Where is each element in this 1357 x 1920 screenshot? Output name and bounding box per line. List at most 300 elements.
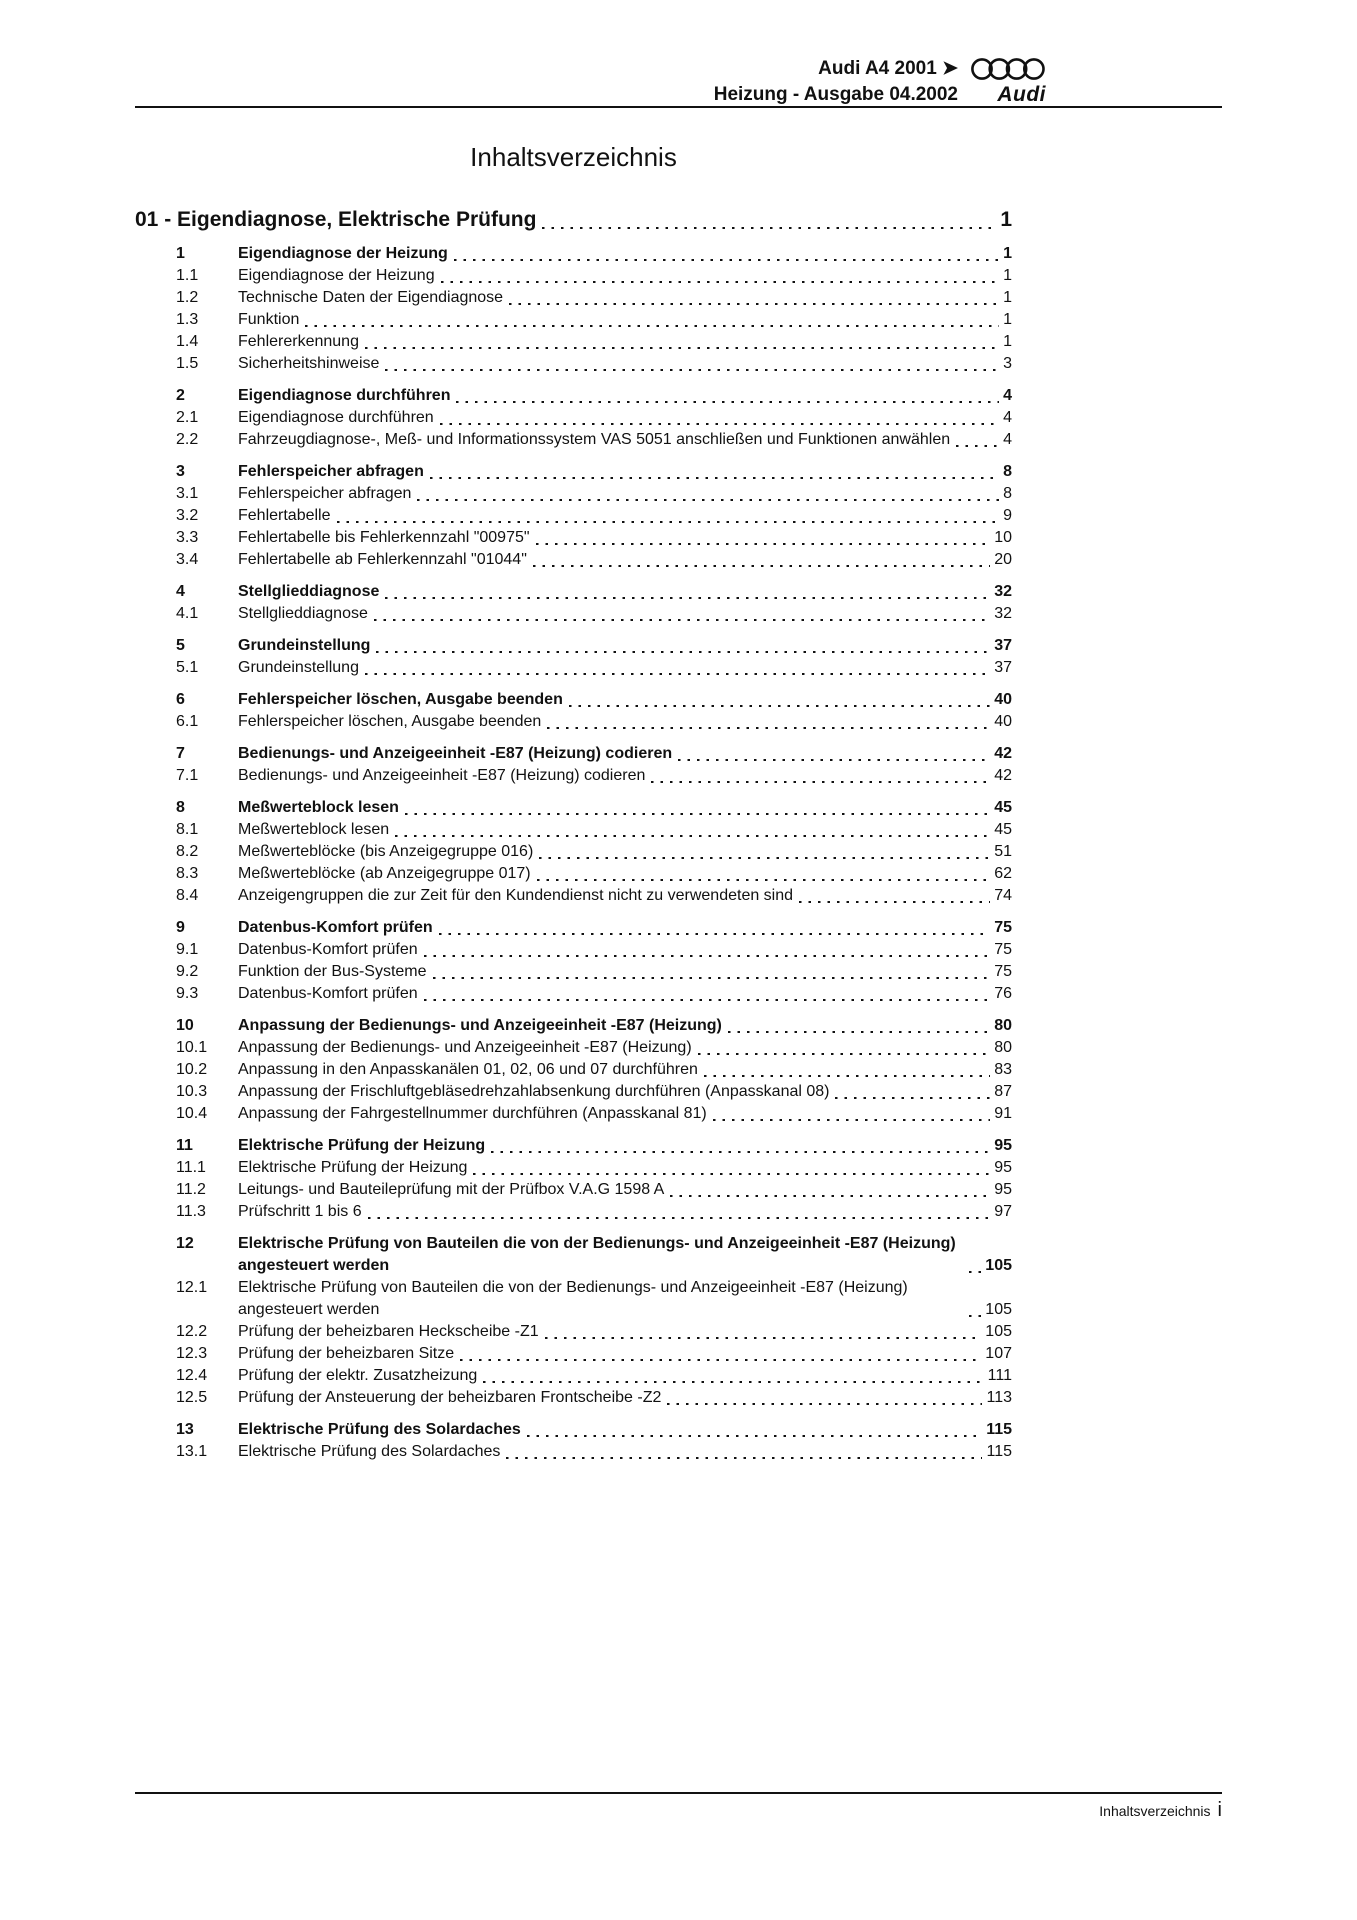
toc-entry-body <box>238 309 1012 331</box>
page-title: Inhaltsverzeichnis <box>470 142 677 172</box>
dot-leader <box>678 743 990 765</box>
toc-entry[interactable] <box>135 1037 1012 1059</box>
toc-entry-number: 13 <box>176 1421 194 1438</box>
toc-entry-page: 10 <box>994 529 1012 546</box>
toc-entry-title: Anzeigengruppen die zur Zeit für den Kundendienst nicht zu verwendeten sind <box>238 887 794 904</box>
toc-entry[interactable] <box>135 743 1012 765</box>
toc-entry-page: 95 <box>994 1181 1012 1198</box>
toc-entry-number: 8.1 <box>176 821 199 838</box>
toc-entry-title: Meßwerteblöcke (ab Anzeigegruppe 017) <box>238 865 531 882</box>
toc-entry-title: Prüfung der Ansteuerung der beheizbaren Frontscheibe -Z2 <box>238 1389 662 1406</box>
toc-entry[interactable] <box>135 1015 1012 1037</box>
toc-entry-title: Fehlerspeicher abfragen <box>238 463 424 480</box>
toc-entry-page: 45 <box>994 799 1012 816</box>
dot-leader <box>536 527 991 549</box>
toc-entry-number: 3.4 <box>176 551 199 568</box>
toc-entry[interactable] <box>135 331 1012 353</box>
footer-rule <box>135 1792 1222 1794</box>
toc-entry-page: 45 <box>994 821 1012 838</box>
toc-entry[interactable] <box>135 917 1012 939</box>
toc-entry-body <box>238 917 1012 939</box>
toc-entry-body <box>238 461 1012 483</box>
toc-entry-number: 1.1 <box>176 267 199 284</box>
dot-leader <box>670 1179 990 1201</box>
dot-leader <box>969 1233 981 1277</box>
dot-leader <box>698 1037 991 1059</box>
toc-entry-page: 8 <box>1003 463 1012 480</box>
toc-entry-page: 111 <box>987 1367 1012 1384</box>
toc-entry[interactable] <box>135 689 1012 711</box>
toc-entry-number: 11.2 <box>176 1181 206 1198</box>
toc-entry-title: Stellglieddiagnose <box>238 583 380 600</box>
toc-entry-number: 2.1 <box>176 409 199 426</box>
toc-entry-page: 32 <box>994 583 1012 600</box>
toc-entry[interactable] <box>135 1059 1012 1081</box>
toc-entry-body <box>238 819 1012 841</box>
dot-leader <box>395 819 990 841</box>
dot-leader <box>439 917 991 939</box>
dot-leader <box>368 1201 991 1223</box>
table-of-contents <box>135 206 1012 1463</box>
toc-entry-page: 8 <box>1003 485 1012 502</box>
toc-entry-number: 8.2 <box>176 843 199 860</box>
toc-entry-number: 10.4 <box>176 1105 208 1122</box>
toc-entry-body <box>238 1321 1012 1343</box>
toc-entry-page: 4 <box>1003 431 1012 448</box>
toc-entry-number: 11.3 <box>176 1203 206 1220</box>
toc-entry-title: Prüfung der beheizbaren Heckscheibe -Z1 <box>238 1323 539 1340</box>
toc-entry[interactable] <box>135 1419 1012 1441</box>
toc-entry-page: 113 <box>986 1389 1012 1406</box>
toc-entry[interactable] <box>135 353 1012 375</box>
toc-entry-body <box>238 505 1012 527</box>
toc-entry-title: Stellglieddiagnose <box>238 605 368 622</box>
toc-entry-page: 95 <box>994 1137 1012 1154</box>
toc-entry-number: 1 <box>176 245 185 262</box>
toc-entry-page: 1 <box>1003 333 1012 350</box>
toc-entry-body <box>238 1277 1012 1321</box>
toc-entry-title: Eigendiagnose der Heizung <box>238 267 435 284</box>
dot-leader <box>835 1081 990 1103</box>
toc-entry-body <box>238 407 1012 429</box>
toc-entry-number: 10.2 <box>176 1061 208 1078</box>
toc-entry-title: Anpassung in den Anpasskanälen 01, 02, 06 und 07 durchführen <box>238 1061 698 1078</box>
toc-entry-body <box>238 287 1012 309</box>
dot-leader <box>440 407 999 429</box>
dot-leader <box>365 331 999 353</box>
toc-entry-page: 107 <box>985 1345 1012 1362</box>
toc-entry-number: 2.2 <box>176 431 199 448</box>
toc-entry-body <box>238 1103 1012 1125</box>
toc-entry-title: Elektrische Prüfung von Bauteilen die von der Bedienungs- und Anzeigeeinheit -E87 (Heizung) angesteuert werden <box>238 1235 956 1274</box>
audi-rings-icon <box>966 56 1046 82</box>
header-title-block <box>714 56 958 108</box>
toc-entry-title: Anpassung der Bedienungs- und Anzeigeeinheit -E87 (Heizung) <box>238 1017 722 1034</box>
toc-entry[interactable] <box>135 265 1012 287</box>
toc-entry-title: Prüfung der elektr. Zusatzheizung <box>238 1367 478 1384</box>
toc-entry-body <box>238 1201 1012 1223</box>
dot-leader <box>569 689 990 711</box>
toc-entry-page: 40 <box>994 691 1012 708</box>
toc-entry-number: 5.1 <box>176 659 199 676</box>
toc-entry[interactable] <box>135 549 1012 571</box>
toc-entry-body <box>238 1059 1012 1081</box>
toc-entry-body <box>238 743 1012 765</box>
header-edition: Heizung - Ausgabe 04.2002 <box>713 84 958 105</box>
toc-entry[interactable] <box>135 819 1012 841</box>
toc-entry[interactable] <box>135 1365 1012 1387</box>
dot-leader <box>424 983 991 1005</box>
toc-entry-title: Elektrische Prüfung der Heizung <box>238 1159 468 1176</box>
toc-entry-body <box>238 603 1012 625</box>
toc-entry[interactable] <box>135 243 1012 265</box>
toc-entry-number: 12.3 <box>176 1345 208 1362</box>
toc-entry-title: Fehlertabelle ab Fehlerkennzahl "01044" <box>238 551 527 568</box>
audi-logo <box>966 56 1046 107</box>
toc-entry-body <box>238 711 1012 733</box>
toc-entry-number: 3.2 <box>176 507 199 524</box>
toc-entry-body <box>238 1365 1012 1387</box>
toc-entry-body <box>238 1037 1012 1059</box>
toc-chapter-label: 01 - Eigendiagnose, Elektrische Prüfung <box>135 208 537 231</box>
toc-entry-number: 11.1 <box>176 1159 206 1176</box>
dot-leader <box>704 1059 990 1081</box>
toc-entry-number: 8.4 <box>176 887 199 904</box>
toc-entry-number: 7 <box>176 745 185 762</box>
page-footer <box>135 1799 1222 1822</box>
dot-leader <box>537 863 991 885</box>
toc-entry-page: 76 <box>994 985 1012 1002</box>
dot-leader <box>385 353 999 375</box>
toc-entry[interactable] <box>135 527 1012 549</box>
toc-entry-body <box>238 1081 1012 1103</box>
toc-entry-number: 9.1 <box>176 941 199 958</box>
toc-entry[interactable] <box>135 603 1012 625</box>
toc-entry-body <box>238 961 1012 983</box>
toc-entry-number: 1.4 <box>176 333 199 350</box>
toc-entry[interactable] <box>135 711 1012 733</box>
dot-leader <box>473 1157 990 1179</box>
toc-entry-body <box>238 549 1012 571</box>
header-model: Audi A4 2001 ➤ <box>818 58 958 79</box>
toc-entry-title: Anpassung der Bedienungs- und Anzeigeeinheit -E87 (Heizung) <box>238 1039 692 1056</box>
toc-entry-page: 80 <box>994 1017 1012 1034</box>
toc-entry-page: 32 <box>994 605 1012 622</box>
dot-leader <box>424 939 991 961</box>
toc-entry-number: 8.3 <box>176 865 199 882</box>
toc-entry-page: 75 <box>994 919 1012 936</box>
toc-entries <box>135 243 1012 1463</box>
toc-entry-title: Fehlerspeicher löschen, Ausgabe beenden <box>238 713 542 730</box>
toc-entry-body <box>238 243 1012 265</box>
toc-entry-title: Elektrische Prüfung des Solardaches <box>238 1421 521 1438</box>
toc-entry-number: 10.1 <box>176 1039 208 1056</box>
toc-entry[interactable] <box>135 1321 1012 1343</box>
dot-leader <box>374 603 990 625</box>
toc-entry-number: 10.3 <box>176 1083 208 1100</box>
dot-leader <box>441 265 1000 287</box>
toc-entry-page: 40 <box>994 713 1012 730</box>
toc-entry-title: Eigendiagnose der Heizung <box>238 245 448 262</box>
dot-leader <box>713 1103 991 1125</box>
dot-leader <box>376 635 990 657</box>
toc-entry-number: 3.1 <box>176 485 199 502</box>
toc-entry-page: 1 <box>1003 245 1012 262</box>
toc-entry-title: Prüfung der beheizbaren Sitze <box>238 1345 455 1362</box>
toc-entry[interactable] <box>135 1343 1012 1365</box>
toc-entry-page: 105 <box>985 1323 1012 1340</box>
toc-entry-page: 3 <box>1003 355 1012 372</box>
dot-leader <box>337 505 1000 527</box>
toc-entry-title: Fehlertabelle bis Fehlerkennzahl "00975" <box>238 529 530 546</box>
toc-entry[interactable] <box>135 797 1012 819</box>
toc-entry[interactable] <box>135 581 1012 603</box>
toc-entry-title: Sicherheitshinweise <box>238 355 380 372</box>
toc-entry-body <box>238 1135 1012 1157</box>
toc-entry-body <box>238 527 1012 549</box>
dot-leader <box>728 1015 990 1037</box>
toc-entry-page: 97 <box>994 1203 1012 1220</box>
dot-leader <box>460 1343 981 1365</box>
toc-entry-title: Bedienungs- und Anzeigeeinheit -E87 (Heizung) codieren <box>238 767 646 784</box>
dot-leader <box>956 429 999 451</box>
dot-leader <box>533 549 990 571</box>
toc-entry-page: 42 <box>994 745 1012 762</box>
toc-entry[interactable] <box>135 939 1012 961</box>
toc-entry-number: 5 <box>176 637 185 654</box>
toc-entry-body <box>238 863 1012 885</box>
toc-entry-body <box>238 1343 1012 1365</box>
toc-entry-title: Grundeinstellung <box>238 637 371 654</box>
toc-entry-page: 91 <box>994 1105 1012 1122</box>
toc-entry[interactable] <box>135 1081 1012 1103</box>
toc-entry-number: 12.1 <box>176 1279 208 1296</box>
toc-entry-body <box>238 265 1012 287</box>
toc-entry-number: 13.1 <box>176 1443 208 1460</box>
toc-entry-body <box>238 885 1012 907</box>
dot-leader <box>483 1365 983 1387</box>
toc-entry[interactable] <box>135 961 1012 983</box>
toc-entry-page: 37 <box>994 659 1012 676</box>
toc-entry[interactable] <box>135 1103 1012 1125</box>
toc-entry[interactable] <box>135 841 1012 863</box>
toc-entry-page: 51 <box>994 843 1012 860</box>
toc-entry-title: Funktion <box>238 311 300 328</box>
toc-entry-number: 2 <box>176 387 185 404</box>
toc-entry-body <box>238 429 1012 451</box>
toc-entry[interactable] <box>135 863 1012 885</box>
toc-entry-number: 7.1 <box>176 767 199 784</box>
toc-entry[interactable] <box>135 1441 1012 1463</box>
toc-entry-body <box>238 353 1012 375</box>
toc-entry-title: Prüfschritt 1 bis 6 <box>238 1203 362 1220</box>
dot-leader <box>405 797 990 819</box>
toc-entry-body <box>238 689 1012 711</box>
toc-entry-page: 83 <box>994 1061 1012 1078</box>
toc-entry-number: 12.5 <box>176 1389 208 1406</box>
dot-leader <box>969 1277 981 1321</box>
toc-entry-page: 74 <box>994 887 1012 904</box>
toc-entry-page: 1 <box>1003 289 1012 306</box>
toc-entry-title: Anpassung der Fahrgestellnummer durchführen (Anpasskanal 81) <box>238 1105 707 1122</box>
dot-leader <box>456 385 999 407</box>
dot-leader <box>433 961 991 983</box>
toc-entry-body <box>238 765 1012 787</box>
toc-entry-title: Fehlerspeicher löschen, Ausgabe beenden <box>238 691 563 708</box>
toc-entry-page: 105 <box>985 1301 1012 1318</box>
toc-entry-page: 95 <box>994 1159 1012 1176</box>
dot-leader <box>539 841 990 863</box>
dot-leader <box>667 1387 982 1409</box>
toc-entry-body <box>238 1015 1012 1037</box>
toc-entry-body <box>238 1387 1012 1409</box>
toc-entry[interactable] <box>135 483 1012 505</box>
dot-leader <box>385 581 990 603</box>
toc-entry-number: 11 <box>176 1137 193 1154</box>
toc-entry[interactable] <box>135 1179 1012 1201</box>
header-rule <box>135 106 1222 108</box>
toc-entry-title: Datenbus-Komfort prüfen <box>238 919 433 936</box>
toc-entry-page: 20 <box>994 551 1012 568</box>
toc-entry[interactable] <box>135 287 1012 309</box>
toc-entry-page: 75 <box>994 963 1012 980</box>
toc-entry-page: 105 <box>985 1257 1012 1274</box>
toc-chapter-page: 1 <box>1000 208 1012 231</box>
toc-entry-body <box>238 1441 1012 1463</box>
toc-entry-body <box>238 1419 1012 1441</box>
toc-entry[interactable] <box>135 983 1012 1005</box>
toc-entry-page: 80 <box>994 1039 1012 1056</box>
dot-leader <box>509 287 999 309</box>
toc-entry-number: 1.3 <box>176 311 199 328</box>
toc-entry-title: Elektrische Prüfung der Heizung <box>238 1137 486 1154</box>
toc-entry-title: Datenbus-Komfort prüfen <box>238 941 418 958</box>
toc-entry[interactable] <box>135 385 1012 407</box>
toc-entry-title: Fehlerspeicher abfragen <box>238 485 412 502</box>
toc-entry-number: 6 <box>176 691 185 708</box>
toc-entry-title: Eigendiagnose durchführen <box>238 387 451 404</box>
toc-entry-body <box>238 1233 1012 1277</box>
toc-entry-title: Grundeinstellung <box>238 659 359 676</box>
toc-entry-body <box>238 483 1012 505</box>
toc-entry-title: Elektrische Prüfung von Bauteilen die von der Bedienungs- und Anzeigeeinheit -E87 (Heizung) angesteuert werden <box>238 1279 908 1318</box>
footer-page-number: i <box>1217 1799 1222 1821</box>
toc-entry-title: Datenbus-Komfort prüfen <box>238 985 418 1002</box>
toc-entry-title: Fehlererkennung <box>238 333 359 350</box>
toc-entry-page: 1 <box>1003 267 1012 284</box>
toc-entry-body <box>238 331 1012 353</box>
toc-entry-number: 1.2 <box>176 289 199 306</box>
dot-leader <box>417 483 999 505</box>
toc-entry-number: 9.3 <box>176 985 199 1002</box>
toc-entry-title: Leitungs- und Bauteileprüfung mit der Prüfbox V.A.G 1598 A <box>238 1181 665 1198</box>
audi-wordmark: Audi <box>997 83 1046 106</box>
toc-entry-page: 75 <box>994 941 1012 958</box>
toc-entry-number: 12 <box>176 1235 194 1252</box>
toc-entry[interactable] <box>135 461 1012 483</box>
toc-entry-number: 10 <box>176 1017 194 1034</box>
dot-leader <box>506 1441 982 1463</box>
toc-entry[interactable] <box>135 1135 1012 1157</box>
toc-entry[interactable] <box>135 1157 1012 1179</box>
dot-leader <box>454 243 999 265</box>
toc-entry[interactable] <box>135 1277 1012 1321</box>
toc-entry-number: 9.2 <box>176 963 199 980</box>
toc-entry[interactable] <box>135 309 1012 331</box>
toc-entry-body <box>238 385 1012 407</box>
toc-entry[interactable] <box>135 657 1012 679</box>
dot-leader <box>651 765 990 787</box>
toc-entry[interactable] <box>135 429 1012 451</box>
toc-entry-number: 6.1 <box>176 713 199 730</box>
toc-entry-number: 3 <box>176 463 185 480</box>
dot-leader <box>545 1321 982 1343</box>
toc-entry-body <box>238 635 1012 657</box>
dot-leader <box>547 711 990 733</box>
toc-entry-body <box>238 657 1012 679</box>
toc-entry-page: 9 <box>1003 507 1012 524</box>
toc-entry[interactable] <box>135 407 1012 429</box>
toc-entry-title: Elektrische Prüfung des Solardaches <box>238 1443 501 1460</box>
dot-leader <box>527 1419 982 1441</box>
toc-entry-number: 12.2 <box>176 1323 208 1340</box>
toc-entry-page: 62 <box>994 865 1012 882</box>
toc-entry-title: Fahrzeugdiagnose-, Meß- und Informationssystem VAS 5051 anschließen und Funktionen anwählen <box>238 431 951 448</box>
toc-entry-title: Fehlertabelle <box>238 507 331 524</box>
toc-entry[interactable] <box>135 1233 1012 1277</box>
dot-leader <box>430 461 999 483</box>
dot-leader <box>365 657 990 679</box>
toc-entry[interactable] <box>135 1387 1012 1409</box>
toc-entry[interactable] <box>135 505 1012 527</box>
toc-entry-body <box>238 797 1012 819</box>
toc-entry-number: 8 <box>176 799 185 816</box>
toc-entry-page: 115 <box>986 1443 1012 1460</box>
toc-entry-body <box>238 939 1012 961</box>
toc-entry[interactable] <box>135 635 1012 657</box>
toc-entry-title: Meßwerteblock lesen <box>238 799 399 816</box>
toc-entry-title: Anpassung der Frischluftgebläsedrehzahlabsenkung durchführen (Anpasskanal 08) <box>238 1083 830 1100</box>
footer-section-label: Inhaltsverzeichnis <box>1099 1803 1211 1819</box>
toc-entry-title: Meßwerteblock lesen <box>238 821 390 838</box>
toc-entry-number: 9 <box>176 919 185 936</box>
toc-entry-page: 87 <box>994 1083 1012 1100</box>
toc-entry-page: 4 <box>1003 387 1012 404</box>
dot-leader <box>305 309 999 331</box>
toc-entry[interactable] <box>135 1201 1012 1223</box>
toc-entry-page: 42 <box>994 767 1012 784</box>
toc-entry-body <box>238 841 1012 863</box>
toc-chapter-row[interactable] <box>135 206 1012 233</box>
toc-entry-number: 4.1 <box>176 605 199 622</box>
toc-entry-title: Funktion der Bus-Systeme <box>238 963 427 980</box>
toc-entry-body <box>238 983 1012 1005</box>
toc-entry-page: 115 <box>986 1421 1012 1438</box>
toc-entry-number: 12.4 <box>176 1367 208 1384</box>
toc-entry-title: Eigendiagnose durchführen <box>238 409 434 426</box>
toc-entry[interactable] <box>135 765 1012 787</box>
toc-entry-title: Technische Daten der Eigendiagnose <box>238 289 504 306</box>
toc-entry[interactable] <box>135 885 1012 907</box>
toc-entry-page: 1 <box>1003 311 1012 328</box>
toc-entry-body <box>238 581 1012 603</box>
toc-entry-page: 4 <box>1003 409 1012 426</box>
dot-leader <box>491 1135 990 1157</box>
toc-entry-page: 37 <box>994 637 1012 654</box>
toc-entry-number: 4 <box>176 583 185 600</box>
toc-entry-body <box>238 1179 1012 1201</box>
toc-entry-number: 1.5 <box>176 355 199 372</box>
